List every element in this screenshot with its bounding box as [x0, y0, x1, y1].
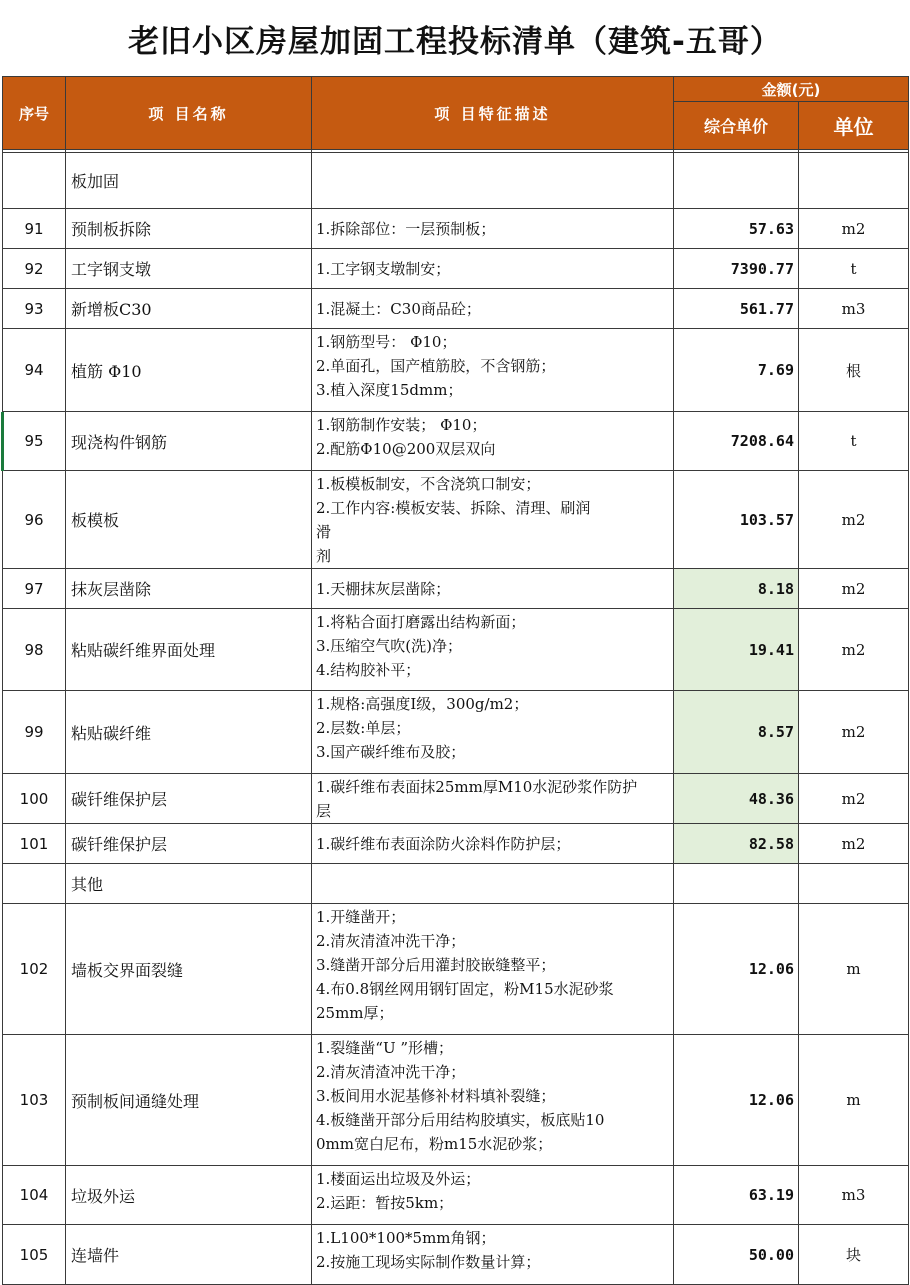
desc-line: 2.单面孔，国产植筋胶，不含钢筋； — [316, 357, 556, 375]
desc-line: 2.配筋Φ10@200双层双向 — [316, 440, 496, 458]
desc-line: 层 — [316, 802, 332, 820]
table-row — [3, 471, 909, 569]
cell-seq[interactable] — [3, 153, 66, 209]
header-unit-price[interactable]: 综合单价 — [674, 102, 799, 150]
cell-item-name[interactable]: 粘贴碳纤维 — [66, 691, 312, 774]
desc-line: 1.工字钢支墩制安； — [316, 260, 451, 278]
cell-item-name[interactable]: 碳钎维保护层 — [66, 774, 312, 824]
desc-line: 4.布0.8钢丝网用钢钉固定，粉M15水泥砂浆 — [316, 980, 614, 998]
cell-item-name[interactable]: 墙板交界面裂缝 — [66, 904, 312, 1035]
cell-item-desc[interactable] — [312, 249, 674, 289]
cell-item-name[interactable]: 植筋 Φ10 — [66, 329, 312, 412]
cell-unit[interactable]: m2 — [799, 774, 909, 824]
desc-line: 3.缝凿开部分后用灌封胶嵌缝整平； — [316, 956, 556, 974]
cell-unit-price[interactable]: 8.57 — [674, 691, 799, 774]
cell-item-desc[interactable] — [312, 904, 674, 1035]
desc-line: 3.植入深度15dmm； — [316, 381, 463, 399]
cell-item-name[interactable]: 垃圾外运 — [66, 1166, 312, 1225]
cell-seq[interactable]: 93 — [3, 289, 66, 329]
cell-unit-price[interactable]: 50.00 — [674, 1225, 799, 1285]
cell-unit-price[interactable]: 7390.77 — [674, 249, 799, 289]
cell-item-name[interactable]: 碳钎维保护层 — [66, 824, 312, 864]
cell-unit-price[interactable]: 19.41 — [674, 609, 799, 691]
cell-item-name[interactable]: 抹灰层凿除 — [66, 569, 312, 609]
cell-seq[interactable]: 99 — [3, 691, 66, 774]
cell-unit[interactable]: m2 — [799, 471, 909, 569]
cell-seq[interactable]: 97 — [3, 569, 66, 609]
cell-unit-price[interactable]: 12.06 — [674, 904, 799, 1035]
cell-item-desc[interactable] — [312, 329, 674, 412]
cell-unit[interactable]: m2 — [799, 824, 909, 864]
cell-item-name[interactable]: 工字钢支墩 — [66, 249, 312, 289]
cell-unit-price[interactable]: 12.06 — [674, 1035, 799, 1166]
cell-item-name[interactable]: 板加固 — [66, 153, 312, 209]
cell-unit-price[interactable]: 48.36 — [674, 774, 799, 824]
desc-line: 2.清灰清渣冲洗干净； — [316, 1063, 466, 1081]
cell-unit[interactable] — [799, 153, 909, 209]
desc-line: 2.清灰清渣冲洗干净； — [316, 932, 466, 950]
table-row — [3, 289, 909, 329]
cell-unit[interactable]: 根 — [799, 329, 909, 412]
cell-item-name[interactable]: 粘贴碳纤维界面处理 — [66, 609, 312, 691]
cell-unit-price[interactable]: 57.63 — [674, 209, 799, 249]
table-row — [3, 864, 909, 904]
desc-line: 1.混凝土：C30商品砼； — [316, 300, 481, 318]
desc-line: 1.规格:高强度I级，300g/m2； — [316, 695, 529, 713]
table-row — [3, 609, 909, 691]
cell-item-desc[interactable] — [312, 824, 674, 864]
desc-line: 2.工作内容:模板安装、拆除、清理、刷润 — [316, 499, 591, 517]
cell-unit-price[interactable]: 561.77 — [674, 289, 799, 329]
cell-unit-price[interactable]: 7.69 — [674, 329, 799, 412]
cell-item-desc[interactable] — [312, 153, 674, 209]
desc-line: 1.楼面运出垃圾及外运； — [316, 1170, 481, 1188]
cell-seq[interactable]: 103 — [3, 1035, 66, 1166]
cell-unit[interactable]: m3 — [799, 1166, 909, 1225]
cell-item-desc[interactable] — [312, 691, 674, 774]
cell-item-name[interactable]: 现浇构件钢筋 — [66, 412, 312, 471]
cell-item-desc[interactable] — [312, 289, 674, 329]
cell-item-desc[interactable] — [312, 1166, 674, 1225]
cell-item-name[interactable]: 预制板间通缝处理 — [66, 1035, 312, 1166]
cell-item-desc[interactable] — [312, 774, 674, 824]
cell-seq[interactable]: 105 — [3, 1225, 66, 1285]
desc-line: 1.将粘合面打磨露出结构新面； — [316, 613, 526, 631]
table-row — [3, 569, 909, 609]
row-selection-marker — [1, 412, 4, 471]
cell-unit[interactable]: t — [799, 249, 909, 289]
desc-line: 1.钢筋制作安装； Φ10； — [316, 416, 487, 434]
desc-line: 滑 — [316, 523, 332, 541]
desc-line: 2.运距：暂按5km； — [316, 1194, 454, 1212]
cell-seq[interactable]: 104 — [3, 1166, 66, 1225]
desc-line: 1.碳纤维布表面涂防火涂料作防护层； — [316, 835, 571, 853]
sheet-title: 老旧小区房屋加固工程投标清单（建筑-五哥） — [128, 23, 782, 60]
cell-seq[interactable]: 96 — [3, 471, 66, 569]
cell-unit[interactable]: m2 — [799, 209, 909, 249]
desc-line: 1.钢筋型号： Φ10； — [316, 333, 457, 351]
cell-item-desc[interactable] — [312, 1225, 674, 1285]
desc-line: 1.拆除部位：一层预制板； — [316, 220, 496, 238]
cell-seq[interactable]: 101 — [3, 824, 66, 864]
header-row-top — [3, 77, 909, 102]
bid-list-table — [2, 76, 909, 1285]
desc-line: 3.板间用水泥基修补材料填补裂缝； — [316, 1087, 556, 1105]
cell-seq[interactable]: 102 — [3, 904, 66, 1035]
cell-unit-price[interactable]: 63.19 — [674, 1166, 799, 1225]
cell-item-desc[interactable] — [312, 864, 674, 904]
desc-line: 0mm宽白尼布，粉m15水泥砂浆； — [316, 1135, 553, 1153]
cell-unit[interactable]: 块 — [799, 1225, 909, 1285]
cell-seq[interactable]: 91 — [3, 209, 66, 249]
desc-line: 2.层数:单层； — [316, 719, 411, 737]
desc-line: 4.结构胶补平； — [316, 661, 421, 679]
cell-item-desc[interactable] — [312, 209, 674, 249]
desc-line: 1.开缝凿开； — [316, 908, 406, 926]
cell-unit[interactable]: m2 — [799, 691, 909, 774]
desc-line: 3.压缩空气吹(洗)净； — [316, 637, 463, 655]
cell-unit[interactable]: t — [799, 412, 909, 471]
table-row — [3, 904, 909, 1035]
table-row — [3, 691, 909, 774]
cell-item-name[interactable]: 其他 — [66, 864, 312, 904]
table-row — [3, 412, 909, 471]
cell-unit-price[interactable]: 82.58 — [674, 824, 799, 864]
desc-line: 3.国产碳纤维布及胶； — [316, 743, 466, 761]
table-row — [3, 1225, 909, 1285]
desc-line: 1.天棚抹灰层凿除； — [316, 580, 451, 598]
cell-item-desc[interactable] — [312, 412, 674, 471]
desc-line: 1.L100*100*5mm角钢； — [316, 1229, 496, 1247]
table-row — [3, 774, 909, 824]
table-row — [3, 824, 909, 864]
desc-line: 剂 — [316, 547, 332, 565]
cell-seq[interactable]: 95 — [3, 412, 66, 471]
header-item-desc[interactable]: 项 目特征描述 — [312, 77, 674, 150]
desc-line: 1.板模板制安，不含浇筑口制安； — [316, 475, 541, 493]
cell-unit-price[interactable]: 7208.64 — [674, 412, 799, 471]
cell-seq[interactable]: 100 — [3, 774, 66, 824]
table-row — [3, 249, 909, 289]
cell-unit[interactable]: m2 — [799, 609, 909, 691]
cell-unit[interactable]: m2 — [799, 569, 909, 609]
cell-unit-price[interactable]: 8.18 — [674, 569, 799, 609]
cell-unit[interactable]: m3 — [799, 289, 909, 329]
desc-line: 1.碳纤维布表面抹25mm厚M10水泥砂浆作防护 — [316, 778, 638, 796]
table-row — [3, 209, 909, 249]
table-row — [3, 1166, 909, 1225]
cell-unit[interactable] — [799, 864, 909, 904]
header-unit[interactable]: 单位 — [799, 102, 909, 150]
cell-item-name[interactable]: 预制板拆除 — [66, 209, 312, 249]
cell-unit[interactable]: m — [799, 1035, 909, 1166]
cell-seq[interactable]: 94 — [3, 329, 66, 412]
cell-item-desc[interactable] — [312, 1035, 674, 1166]
cell-seq[interactable]: 92 — [3, 249, 66, 289]
cell-seq[interactable]: 98 — [3, 609, 66, 691]
cell-item-name[interactable]: 连墙件 — [66, 1225, 312, 1285]
table-row — [3, 153, 909, 209]
cell-unit[interactable]: m — [799, 904, 909, 1035]
cell-seq[interactable] — [3, 864, 66, 904]
cell-unit-price[interactable] — [674, 864, 799, 904]
desc-line: 1.裂缝凿“U ”形槽； — [316, 1039, 454, 1057]
cell-unit-price[interactable]: 103.57 — [674, 471, 799, 569]
cell-item-desc[interactable] — [312, 569, 674, 609]
cell-item-desc[interactable] — [312, 471, 674, 569]
cell-unit-price[interactable] — [674, 153, 799, 209]
cell-item-desc[interactable] — [312, 609, 674, 691]
table-row — [3, 1035, 909, 1166]
desc-line: 4.板缝凿开部分后用结构胶填实，板底贴10 — [316, 1111, 605, 1129]
desc-line: 25mm厚； — [316, 1004, 394, 1022]
header-item-name[interactable]: 项 目名称 — [66, 77, 312, 150]
cell-item-name[interactable]: 新增板C30 — [66, 289, 312, 329]
header-amount[interactable]: 金额(元) — [674, 77, 909, 102]
header-seq[interactable]: 序号 — [3, 77, 66, 150]
cell-item-name[interactable]: 板模板 — [66, 471, 312, 569]
table-row — [3, 329, 909, 412]
desc-line: 2.按施工现场实际制作数量计算； — [316, 1253, 541, 1271]
